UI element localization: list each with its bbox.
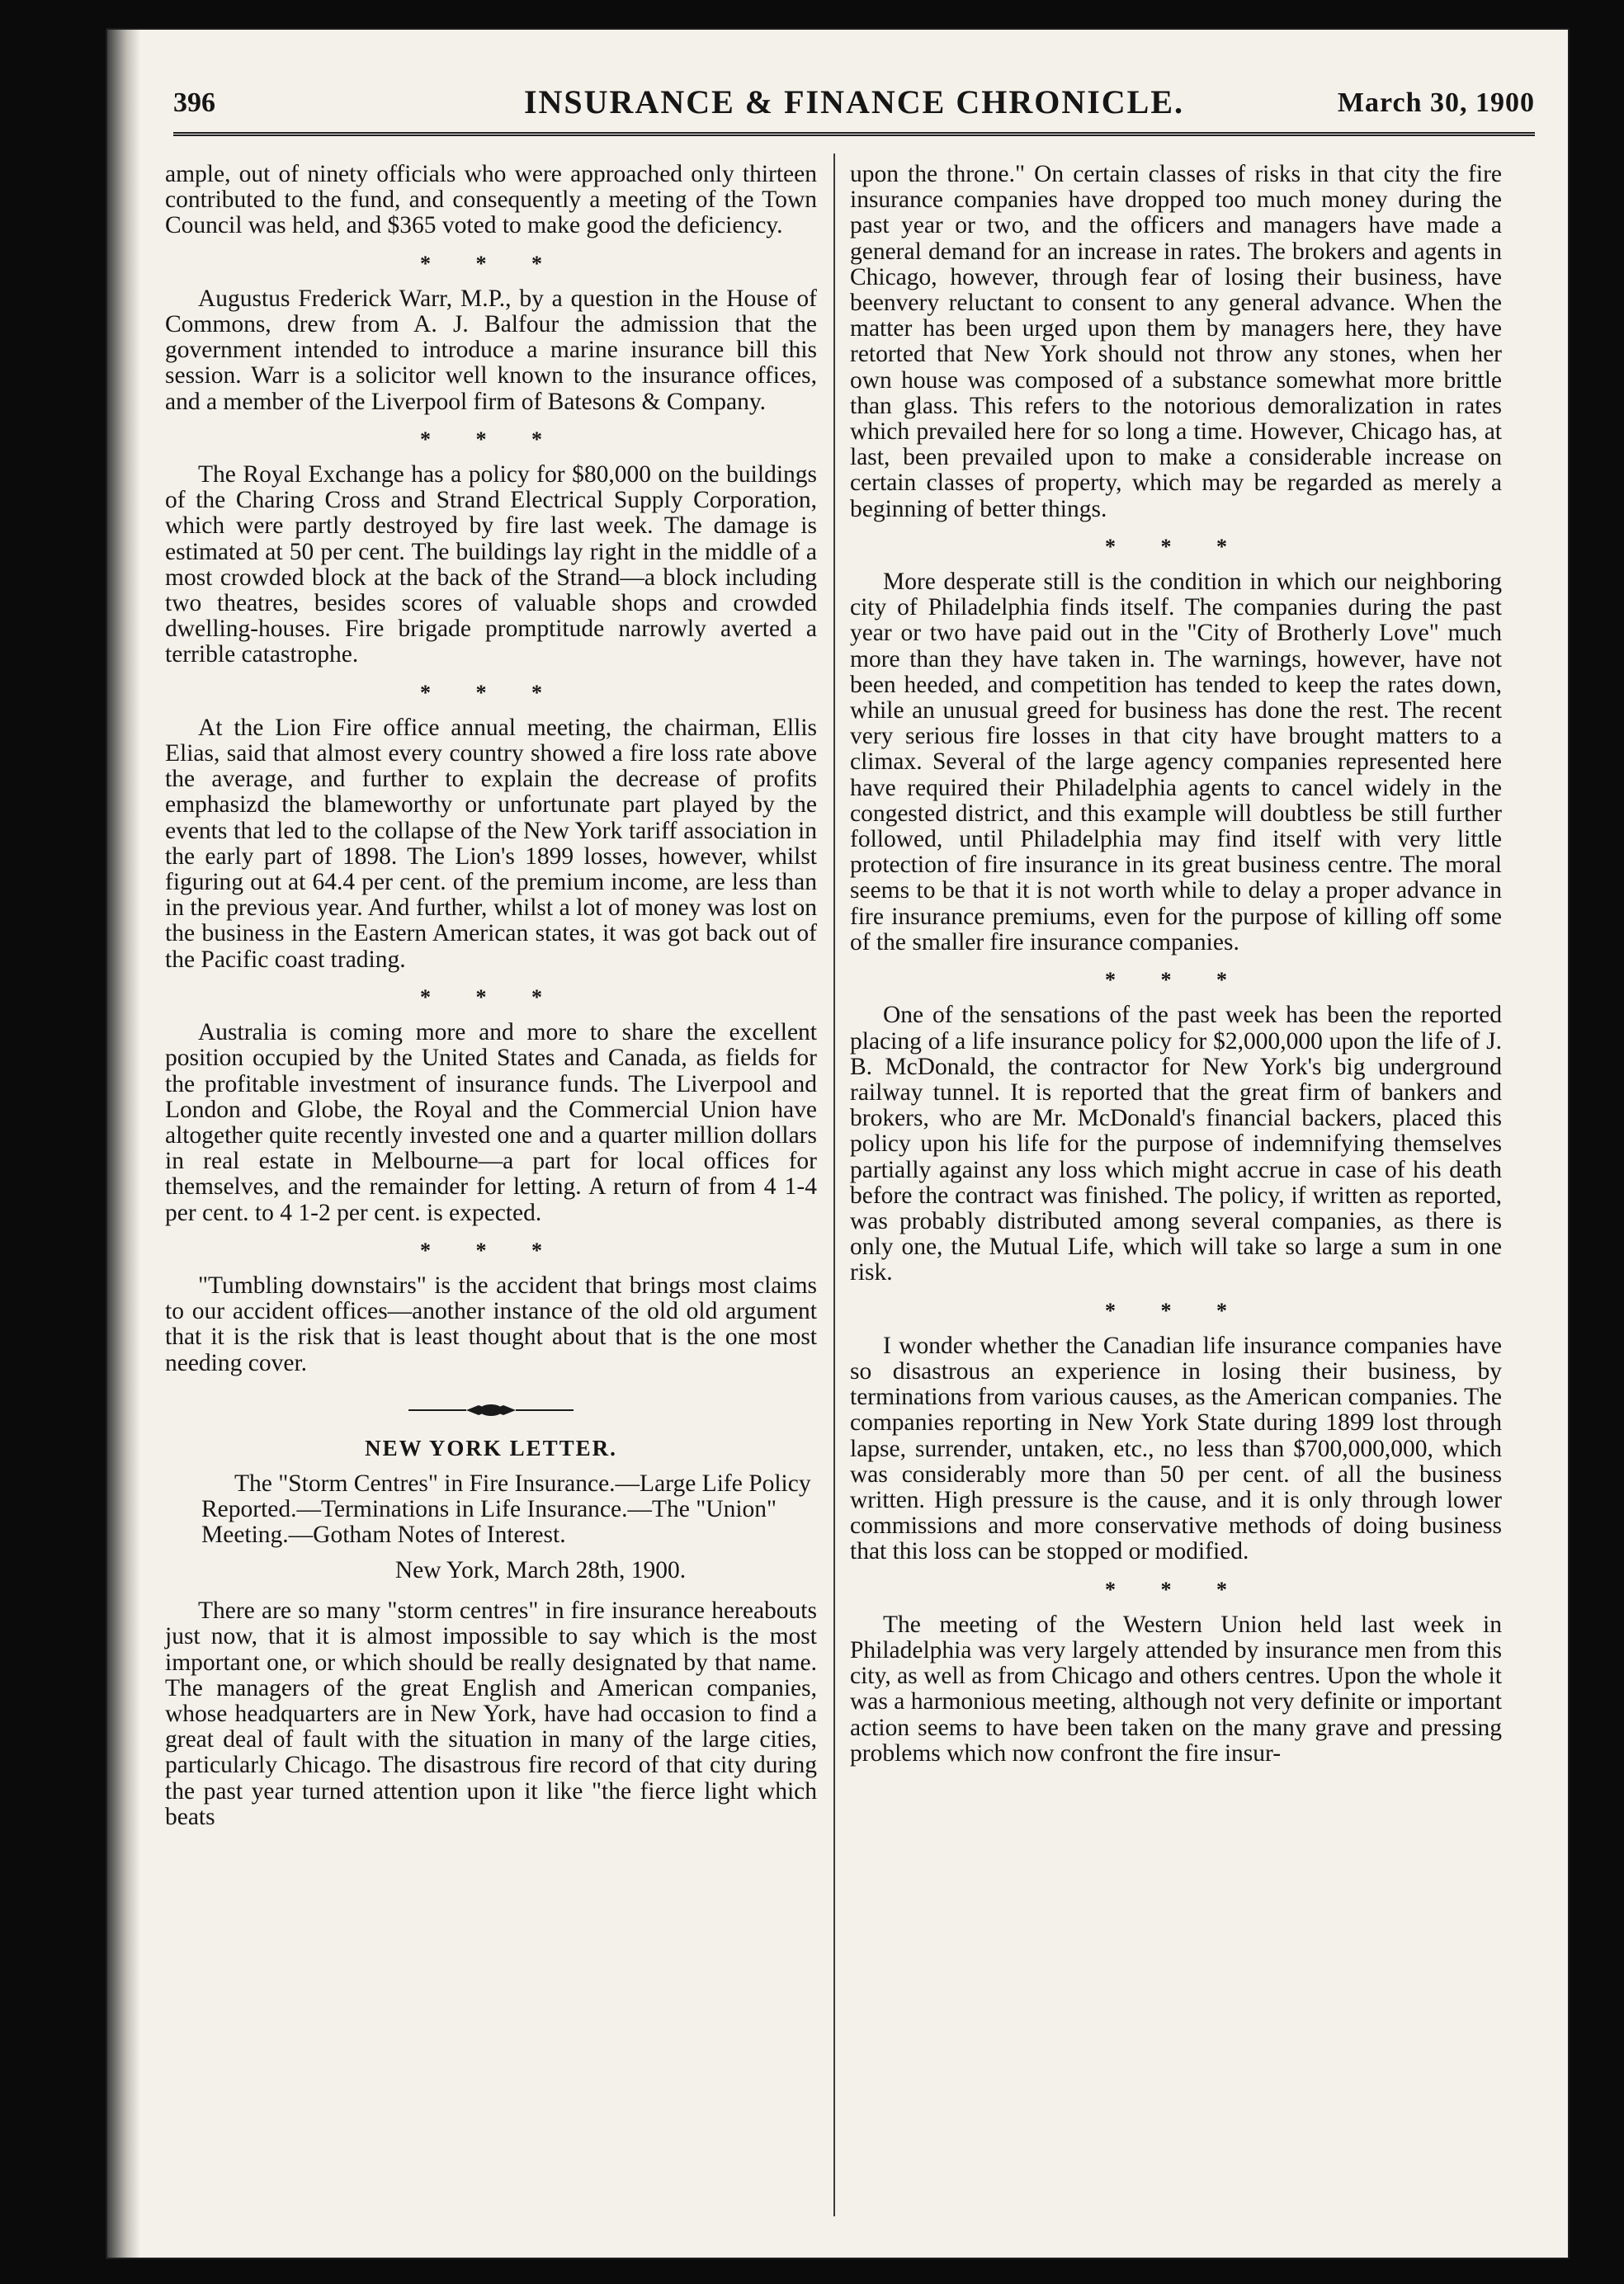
article-paragraph: "Tumbling downstairs" is the accident that brings most claims to our accident offices—another instance of the old old argument that it is the risk that is least thought about that is the one most needing cover.: [165, 1272, 817, 1376]
section-separator: * * *: [420, 1238, 562, 1262]
left-column: [165, 162, 817, 1830]
section-separator: * * *: [1105, 534, 1247, 559]
column-divider: [833, 153, 835, 2216]
page-spine-shadow: [107, 30, 140, 2258]
article-paragraph: At the Lion Fire office annual meeting, the chairman, Ellis Elias, said that almost every country showed a fire loss rate above the average, and further to explain the decrease of profits emphasizd the blameworthy or unfortunate part played by the events that led to the collapse of the New York tariff association in the early part of 1898. The Lion's 1899 losses, however, whilst figuring out at 64.4 per cent. of the premium income, are less than in the previous year. And further, whilst a lot of money was lost on the business in the Eastern American states, it was got back out of the Pacific coast trading.: [165, 714, 817, 973]
article-paragraph: I wonder whether the Canadian life insurance companies have so disastrous an experience in losing their business, by terminations from various causes, as the American companies. The companies reporting in New York State during 1899 lost through lapse, surrender, untaken, etc., no less than $700,000,000, which was considerably more than 50 per cent. of all the business written. High pressure is the cause, and it is only through lower commissions and more conservative methods of doing business that this loss can be stopped or modified.: [850, 1332, 1502, 1565]
section-separator: * * *: [420, 427, 562, 451]
running-header: [173, 66, 1535, 124]
issue-date: March 30, 1900: [1337, 87, 1535, 118]
section-heading: NEW YORK LETTER.: [365, 1435, 617, 1461]
article-paragraph: Augustus Frederick Warr, M.P., by a question in the House of Commons, drew from A. J. Balfour the admission that the government intended to introduce a marine insurance bill this session. Warr is a solicitor well known to the insurance offices, and a member of the Liverpool firm of Batesons & Company.: [165, 285, 817, 415]
article-paragraph: There are so many "storm centres" in fire insurance hereabouts just now, that it is almost impossible to say which is the most important one, or which should be really designated by that name. The managers of the great English and American companies, whose headquarters are in New York, have had occasion to find a great deal of fault with the situation in many of the large cities, particularly Chicago. The disastrous fire record of that city during the past year turned attention upon it like "the fierce light which beats: [165, 1597, 817, 1830]
section-separator: * * *: [1105, 1298, 1247, 1323]
section-separator: * * *: [1105, 968, 1247, 993]
section-separator: * * *: [420, 680, 562, 705]
right-column: [850, 162, 1502, 1767]
article-paragraph: More desperate still is the condition in which our neighboring city of Philadelphia finds itself. The companies during the past year or two have paid out in the "City of Brotherly Love" much more than they have taken in. The warnings, however, have not been heeded, and competition has tended to keep the rates down, while an unusual greed for business has done the rest. The recent very serious fire losses in that city have brought matters to a climax. Several of the large agency companies represented here have required their Philadelphia agents to cancel widely in the congested district, and this example will doubtless be still further followed, until Philadelphia may find itself with very little protection of fire insurance in its great business centre. The moral seems to be that it is not worth while to delay a proper advance in fire insurance premiums, even for the purpose of killing off some of the smaller fire insurance companies.: [850, 569, 1502, 956]
article-paragraph: upon the throne." On certain classes of risks in that city the fire insurance companies have dropped too much money during the past year or two, and the officers and managers have made a general demand for an increase in rates. The brokers and agents in Chicago, however, through fear of losing their business, have beenvery reluctant to consent to any general advance. When the matter has been urged upon them by managers here, they have retorted that New York should not throw any stones, when her own house was composed of a substance somewhat more brittle than glass. This refers to the notorious demoralization in rates which prevailed here for so long a time. However, Chicago has, at last, been prevailed upon to make a considerable increase on certain classes of property, which may be regarded as merely a beginning of better things.: [850, 161, 1502, 522]
section-separator: * * *: [420, 984, 562, 1009]
journal-title: INSURANCE & FINANCE CHRONICLE.: [523, 83, 1185, 120]
section-separator: * * *: [420, 251, 562, 276]
article-paragraph: ample, out of ninety officials who were approached only thirteen contributed to the fund, and consequently a meeting of the Town Council was held, and $365 voted to make good the deficiency.: [165, 161, 817, 239]
article-paragraph: The meeting of the Western Union held last week in Philadelphia was very largely attended by insurance men from this city, as well as from Chicago and others centres. Upon the whole it was a harmonious meeting, although not very definite or important action seems to have been taken on the many grave and pressing problems which now confront the fire insur-: [850, 1611, 1502, 1767]
section-subheads: The "Storm Centres" in Fire Insurance.—Large Life Policy Reported.—Terminations in Life Insurance.—The "Union" Meeting.—Gotham Notes of Interest.: [201, 1470, 811, 1548]
ornament-divider: [165, 1399, 817, 1418]
article-paragraph: The Royal Exchange has a policy for $80,000 on the buildings of the Charing Cross and Strand Electrical Supply Corporation, which were partly destroyed by fire last week. The damage is estimated at 50 per cent. The buildings lay right in the middle of a most crowded block at the back of the Strand—a block including two theatres, besides scores of valuable shops and crowded dwelling-houses. Fire brigade promptitude narrowly averted a terrible catastrophe.: [165, 461, 817, 668]
article-paragraph: Australia is coming more and more to share the excellent position occupied by the United States and Canada, as fields for the profitable investment of insurance funds. The Liverpool and London and Globe, the Royal and the Commercial Union have altogether quite recently invested one and a quarter million dollars in real estate in Melbourne—a part for local offices for themselves, and the remainder for letting. A return of from 4 1-4 per cent. to 4 1-2 per cent. is expected.: [165, 1019, 817, 1226]
article-paragraph: One of the sensations of the past week has been the reported placing of a life insurance policy for $2,000,000 upon the life of J. B. McDonald, the contractor for New York's big underground railway tunnel. It is reported that the great firm of bankers and brokers, who are Mr. McDonald's financial backers, placed this policy upon his life for the purpose of indemnifying themselves partially against any loss which might accrue in case of his death before the contract was finished. The policy, if written as reported, was probably distributed among several companies, as there is only one, the Mutual Life, which will take so large a sum in one risk.: [850, 1002, 1502, 1286]
page-number: 396: [173, 87, 215, 118]
header-rule: [173, 132, 1535, 136]
section-separator: * * *: [1105, 1577, 1247, 1602]
scanned-page: [107, 30, 1568, 2258]
dateline: New York, March 28th, 1900.: [394, 1556, 687, 1583]
